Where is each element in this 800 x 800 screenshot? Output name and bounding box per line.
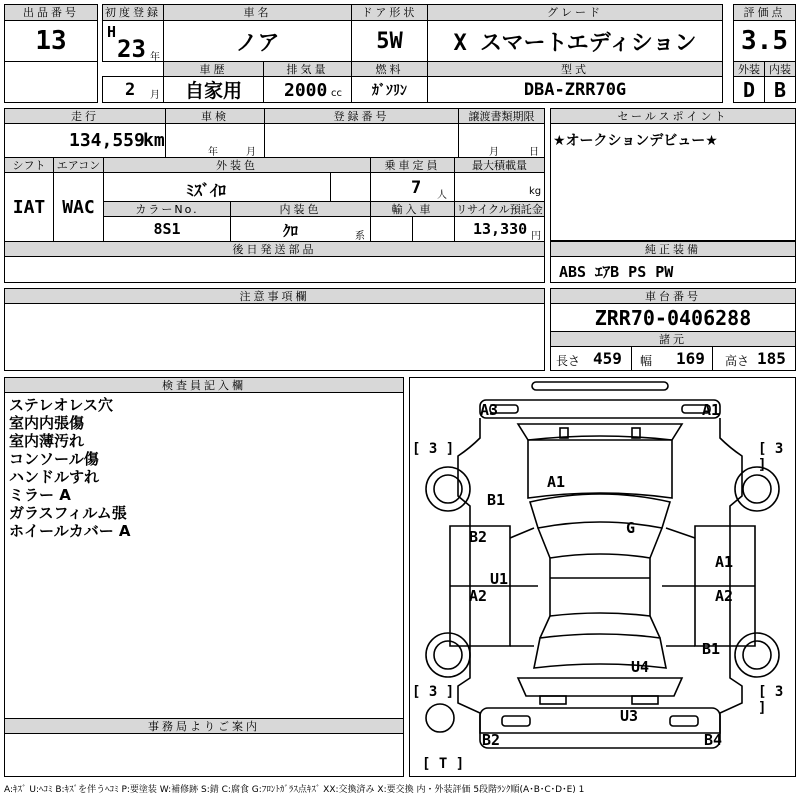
inspector-line: ステレオレス穴	[9, 396, 113, 414]
legend: A:ｷｽﾞ U:ﾍｺﾐ B:ｷｽﾞを伴うﾍｺﾐ P:要塗装 W:補修跡 S:錆 C:腐食 G:ﾌﾛﾝﾄｶﾞﾗｽ点ｷｽﾞ XX:交換済み X:要交換 内・外装評価 5段階ﾗﾝｸ順(A･B･C･D･E) 1	[4, 785, 585, 795]
grade: X スマートエディション	[427, 20, 723, 62]
first-reg-year-cell	[102, 20, 164, 62]
inspector-line: ミラー A	[9, 486, 71, 504]
load-label: 最大積載量	[454, 157, 545, 173]
ext-color-cell	[103, 172, 331, 202]
color-no: 8S1	[103, 216, 231, 242]
fuel: ｶﾞｿﾘﾝ	[351, 76, 428, 103]
mark-left-fender: B1	[487, 491, 506, 509]
inspector-line: ハンドルすれ	[9, 468, 100, 486]
office-box	[4, 733, 404, 777]
mark-hood: A1	[547, 473, 566, 491]
chassis-label: 車台番号	[550, 288, 796, 304]
history-label: 車歴	[163, 61, 264, 77]
transfer-month-unit: 月	[489, 147, 499, 158]
width-label: 幅	[640, 354, 653, 368]
height: 185	[757, 349, 786, 368]
mileage-label: 走行	[4, 108, 166, 124]
capacity-cell	[370, 172, 455, 202]
mark-front-left: A3	[480, 401, 499, 419]
grade-label: グレード	[427, 4, 723, 21]
length: 459	[593, 349, 622, 368]
recycle: 13,330	[473, 220, 528, 238]
int-color-unit: 系	[355, 231, 365, 242]
inspector-box	[4, 392, 404, 719]
load-unit: kg	[529, 186, 542, 197]
recycle-unit: 円	[531, 231, 541, 242]
mark-rear-left: B2	[482, 731, 501, 749]
tire-front-left: [ 3 ]	[412, 441, 455, 457]
mark-windshield: G	[626, 519, 636, 537]
width: 169	[676, 349, 705, 368]
era: H	[107, 23, 117, 41]
ext-grade-label: 外装	[733, 61, 765, 77]
mileage-unit: km	[143, 130, 165, 151]
transfer-cell	[458, 123, 545, 158]
length-cell	[550, 346, 632, 371]
inspector-line: ホイールカバー A	[9, 522, 131, 540]
mark-right-rear-door: A2	[715, 587, 734, 605]
ext-grade: D	[733, 76, 765, 103]
inspector-line: 室内内張傷	[9, 414, 85, 432]
displacement: 2000	[284, 80, 328, 101]
reg-year: 23	[117, 35, 146, 62]
displacement-label: 排気量	[263, 61, 352, 77]
recycle-cell	[454, 216, 545, 242]
int-grade: B	[764, 76, 796, 103]
color-no-label: カラーNo.	[103, 201, 231, 217]
tire-value: 3	[774, 441, 784, 457]
spare-tire: [ T ]	[422, 756, 465, 772]
ac: WAC	[53, 172, 104, 242]
lot-no-label: 出品番号	[4, 4, 98, 21]
inspector-line: ガラスフィルム張	[9, 504, 127, 522]
tire-front-right: [ 3 ]	[758, 441, 784, 473]
tire-rear-right: [ 3 ]	[758, 684, 784, 716]
ext-color-label: 外装色	[103, 157, 371, 173]
history: 自家用	[163, 76, 264, 103]
int-color: ｸﾛ	[283, 222, 299, 240]
mark-right-front-door: A1	[715, 553, 734, 571]
mark-left-rear-door: A2	[469, 587, 488, 605]
fuel-label: 燃料	[351, 61, 428, 77]
import-cell-b	[412, 216, 455, 242]
score-label: 評価点	[733, 4, 796, 21]
reg-month: 2	[125, 80, 136, 100]
inspection-label: 車検	[165, 108, 265, 124]
mark-rear-right: B4	[704, 731, 723, 749]
car-diagram	[409, 377, 796, 777]
mark-rear-gate: U3	[620, 707, 639, 725]
sales-point-text: ★オークションデビュー★	[553, 133, 718, 149]
recycle-label: リサイクル預託金	[454, 201, 545, 217]
width-cell	[631, 346, 713, 371]
height-cell	[712, 346, 796, 371]
inspector-line: 室内薄汚れ	[9, 432, 85, 450]
tire-value: 3	[428, 684, 438, 700]
first-reg-month-cell	[102, 76, 164, 103]
tire-value: 3	[774, 684, 784, 700]
month-unit: 月	[150, 90, 160, 101]
dimensions-label: 諸元	[550, 331, 796, 347]
sales-point-box	[550, 123, 796, 241]
ext-color-blank	[330, 172, 371, 202]
int-grade-label: 内装	[764, 61, 796, 77]
transfer-label: 譲渡書類期限	[458, 108, 545, 124]
first-reg-label: 初度登録	[102, 4, 164, 21]
shift-label: シフト	[4, 157, 54, 173]
car-outline	[410, 378, 795, 776]
inspector-label: 検査員記入欄	[4, 377, 404, 393]
equip-label: 純正装備	[550, 241, 796, 257]
chassis-no: ZRR70-0406288	[550, 303, 796, 332]
capacity-label: 乗車定員	[370, 157, 455, 173]
score: 3.5	[733, 20, 796, 62]
height-label: 高さ	[725, 354, 750, 368]
mark-roof-rear: U4	[631, 658, 650, 676]
length-label: 長さ	[556, 354, 581, 368]
capacity: 7	[411, 178, 422, 198]
displacement-cell	[263, 76, 352, 103]
mark-left-front-door: B2	[469, 528, 488, 546]
office-label: 事務局よりご案内	[4, 718, 404, 734]
mark-front-right: A1	[702, 401, 721, 419]
lot-no-blank	[4, 61, 98, 103]
capacity-unit: 人	[437, 190, 447, 201]
door-type: 5W	[351, 20, 428, 62]
caution-label: 注意事項欄	[4, 288, 545, 304]
door-label: ドア形状	[351, 4, 428, 21]
inspector-line: コンソール傷	[9, 450, 99, 468]
inspection-cell	[165, 123, 265, 158]
transfer-day-unit: 日	[529, 147, 539, 158]
car-name: ノア	[163, 20, 352, 62]
tire-rear-left: [ 3 ]	[412, 684, 455, 700]
int-color-label: 内装色	[230, 201, 371, 217]
spare-value: T	[438, 756, 448, 772]
later-parts	[4, 256, 545, 283]
import-cell-a	[370, 216, 413, 242]
displacement-unit: cc	[331, 88, 342, 99]
insp-year-unit: 年	[208, 147, 218, 158]
equip: ABS ｴｱB PS PW	[559, 263, 674, 281]
equip-cell	[550, 256, 796, 283]
mark-left-sill: U1	[490, 570, 509, 588]
load-cell	[454, 172, 545, 202]
model: DBA-ZRR70G	[427, 76, 723, 103]
year-unit: 年	[150, 52, 160, 62]
mark-right-quarter: B1	[702, 640, 721, 658]
int-color-cell	[230, 216, 371, 242]
ac-label: エアコン	[53, 157, 104, 173]
car-name-label: 車名	[163, 4, 352, 21]
reg-no	[264, 123, 459, 158]
reg-no-label: 登録番号	[264, 108, 459, 124]
tire-value: 3	[428, 441, 438, 457]
model-label: 型式	[427, 61, 723, 77]
caution-box	[4, 303, 545, 371]
mileage-cell	[4, 123, 166, 158]
later-parts-label: 後日発送部品	[4, 241, 545, 257]
import-label: 輸入車	[370, 201, 455, 217]
lot-no: 13	[4, 20, 98, 62]
mileage: 134,559	[69, 130, 145, 151]
sales-point-label: セールスポイント	[550, 108, 796, 124]
shift: IAT	[4, 172, 54, 242]
insp-month-unit: 月	[246, 147, 256, 158]
ext-color: ﾐｽﾞｲﾛ	[186, 181, 227, 200]
